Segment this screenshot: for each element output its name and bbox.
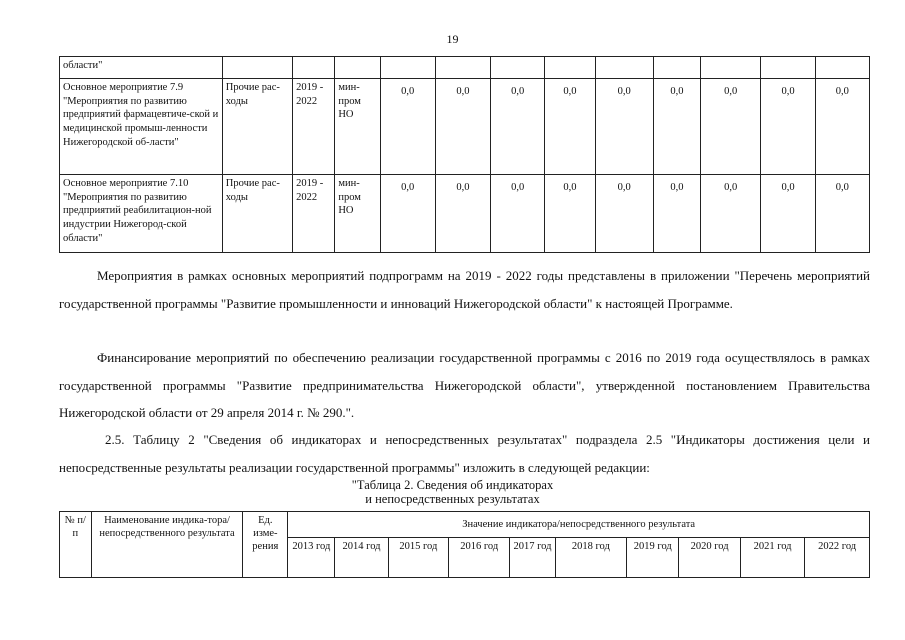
paragraph: 2.5. Таблицу 2 "Сведения об индикаторах и непосредственных результатах" подраздела 2.5 "Индикаторы достижения цели и непосредственные результаты реализации государственной программы" изложить в следующей редакции: [59,432,870,475]
value-cell: 0,0 [545,175,595,253]
table-row [60,79,870,175]
expense-type: Прочие рас-ходы [222,79,292,175]
table-row [60,57,870,79]
paragraph: Финансирование мероприятий по обеспечению реализации государственной программы с 2016 по 2019 года осуществлялось в рамках государственной программы "Развитие предпринимательства Нижегородской области", утвержденной постановлением Правительства Нижегородской области от 29 апреля 2014 г. № 290.". [59,350,870,420]
executor: мин-пром НО [335,175,380,253]
year-header: 2013 год [288,538,335,578]
value-cell: 0,0 [491,79,545,175]
caption-line: и непосредственных результатах [365,492,540,506]
year-header: 2015 год [388,538,448,578]
value-cell: 0,0 [545,79,595,175]
value-cell: 0,0 [435,79,490,175]
value-cell: 0,0 [815,175,869,253]
expense-type: Прочие рас-ходы [222,175,292,253]
value-cell: 0,0 [815,79,869,175]
value-cell: 0,0 [380,79,435,175]
period: 2019 - 2022 [293,175,335,253]
col-header-group: Значение индикатора/непосредственного результата [288,512,870,538]
value-cell: 0,0 [435,175,490,253]
page-number: 19 [446,32,459,46]
year-header: 2019 год [627,538,679,578]
value-cell: 0,0 [701,79,761,175]
value-cell: 0,0 [380,175,435,253]
executor: мин-пром НО [335,79,380,175]
value-cell: 0,0 [761,79,815,175]
year-header: 2016 год [449,538,510,578]
measure-name: Основное мероприятие 7.10 "Мероприятия по развитию предприятий реабилитацион-ной индустрии Нижегород-ской области" [60,175,223,253]
measures-table [59,56,870,253]
row-name-cell: области" [60,57,223,79]
indicators-table [59,511,870,578]
table-row [60,175,870,253]
value-cell: 0,0 [595,175,653,253]
value-cell: 0,0 [595,79,653,175]
col-header-name: Наименование индика-тора/непосредственного результата [91,512,243,578]
table-header-row [60,512,870,538]
value-cell: 0,0 [491,175,545,253]
col-header-num: № п/п [60,512,92,578]
value-cell: 0,0 [653,175,700,253]
period: 2019 - 2022 [293,79,335,175]
year-header: 2020 год [679,538,740,578]
value-cell: 0,0 [653,79,700,175]
value-cell: 0,0 [701,175,761,253]
year-header: 2022 год [805,538,870,578]
col-header-unit: Ед. изме-рения [243,512,288,578]
year-header: 2014 год [335,538,388,578]
caption-line: "Таблица 2. Сведения об индикаторах [351,478,554,492]
measure-name: Основное мероприятие 7.9 "Мероприятия по развитию предприятий фармацевтиче-ской и медицинской промыш-ленности Нижегородской об-ласти" [60,79,223,175]
year-header: 2017 год [510,538,555,578]
paragraph: Мероприятия в рамках основных мероприятий подпрограмм на 2019 - 2022 годы представлены в приложении "Перечень мероприятий государственной программы "Развитие промышленности и инноваций Нижегородской области" к настоящей Программе. [59,268,870,311]
value-cell: 0,0 [761,175,815,253]
year-header: 2021 год [740,538,805,578]
year-header: 2018 год [555,538,627,578]
table-caption [0,478,905,506]
